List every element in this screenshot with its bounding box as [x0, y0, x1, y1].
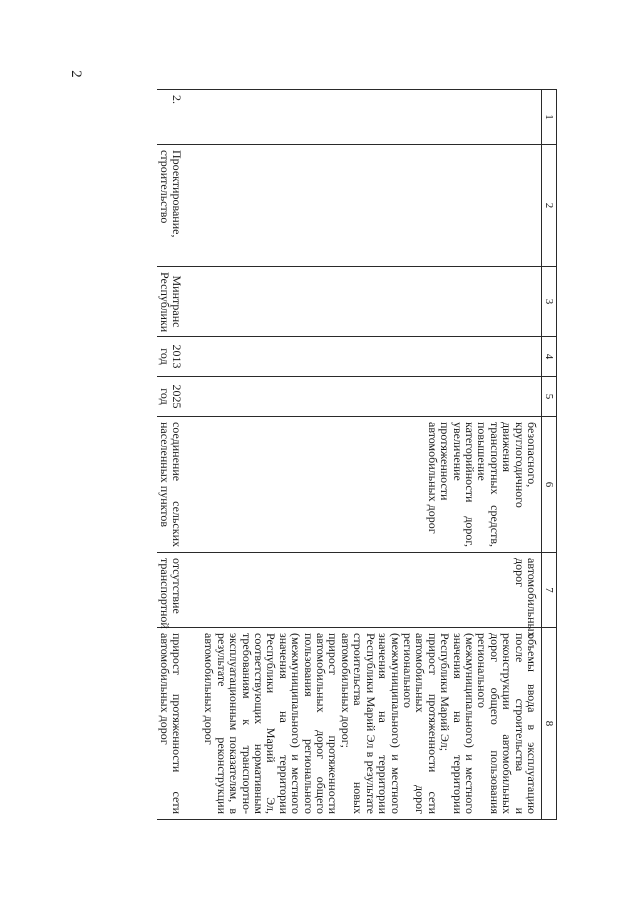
cell-end-year: 2025 год [157, 377, 187, 417]
header-col-5: 5 [542, 377, 557, 417]
header-col-8: 8 [542, 628, 557, 820]
cell-executor: Минтранс Республики [157, 267, 187, 337]
table-row [187, 90, 542, 820]
header-col-6: 6 [542, 417, 557, 553]
cell-activity [187, 145, 542, 267]
header-col-2: 2 [542, 145, 557, 267]
cell-start-year: 2013 год [157, 337, 187, 377]
cell-indicators [157, 628, 187, 820]
cell-end-year [187, 377, 542, 417]
indicator-text: прирост протяженности сети автомобильных дорог регионального (межмуниципального) и местного значения на территории Республики Марий Эл в результате строительства новых автомобильных дорог; [338, 633, 440, 814]
header-col-3: 3 [542, 267, 557, 337]
cell-number: 2. [157, 90, 187, 145]
cell-start-year [187, 337, 542, 377]
header-col-4: 4 [542, 337, 557, 377]
page-number: 2 [68, 70, 84, 78]
table-row [157, 90, 187, 820]
document-table-container [82, 89, 557, 819]
cell-consequences: отсутствие транспортной [157, 553, 187, 628]
indicator-text: прирост протяженности автомобильных дорог общего пользования регионального (межмуниципального) и местного значения на территории Республики Марий Эл, соответствующих нормативным требованиям к транспортно-эксплуатационным показателям, в результате реконструкции автомобильных дорог [202, 633, 341, 814]
cell-expected-result: соединение сельских населенных пунктов [157, 417, 187, 553]
cell-indicators [187, 628, 542, 820]
header-col-1: 1 [542, 90, 557, 145]
indicator-text: объемы ввода в эксплуатацию после строительства и реконструкции автомобильных дорог общего пользования регионального (межмуниципального) и местного значения на территории Республики Марий Эл; [438, 633, 539, 814]
cell-consequences: автомобильных дорог [187, 553, 542, 628]
document-table [157, 89, 557, 820]
cell-expected-result: безопасного, круглогодичного движения транспортных средств, повышение категорийности дорог, увеличение протяженности автомобильных дорог [187, 417, 542, 553]
header-col-7: 7 [542, 553, 557, 628]
cell-number [187, 90, 542, 145]
cell-activity: Проектирование, строительство [157, 145, 187, 267]
indicator-text: прирост протяженности сети автомобильных дорог [158, 633, 185, 814]
cell-executor [187, 267, 542, 337]
table-header-row [542, 90, 557, 820]
